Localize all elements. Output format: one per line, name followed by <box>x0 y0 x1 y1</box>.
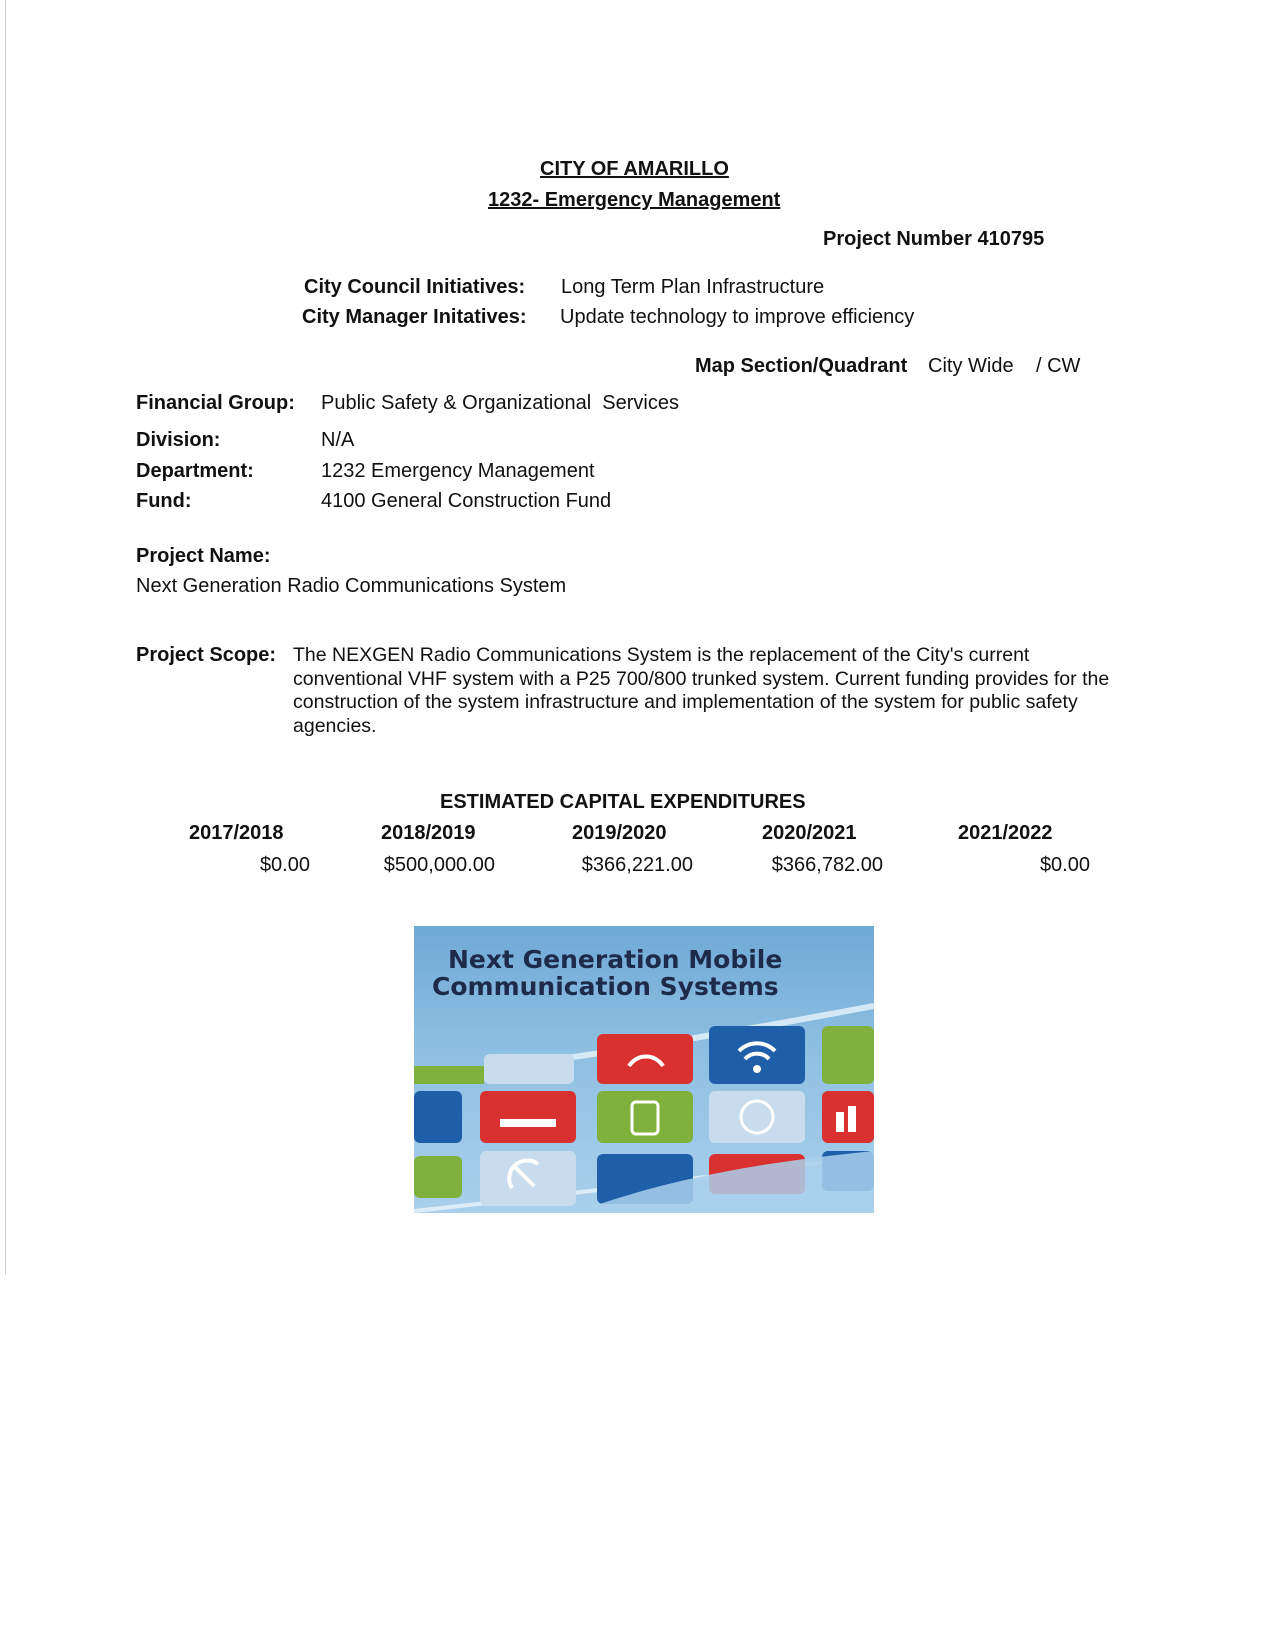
tile-globe <box>709 1091 805 1143</box>
year-header: 2020/2021 <box>762 822 857 844</box>
year-header: 2018/2019 <box>381 822 476 844</box>
graphic-title-line1: Next Generation Mobile <box>448 945 783 974</box>
fund-label: Fund: <box>136 490 192 512</box>
router-icon <box>500 1119 556 1127</box>
tile-signal <box>484 1054 574 1084</box>
project-scope-label: Project Scope: <box>136 644 277 666</box>
project-name-value: Next Generation Radio Communications System <box>136 575 567 597</box>
amount-value: $366,221.00 <box>581 854 693 876</box>
project-name-label: Project Name: <box>136 545 271 567</box>
tile-blue-mid-left <box>414 1091 462 1143</box>
manager-initiatives-value: Update technology to improve efficiency <box>560 306 915 328</box>
tile-broadcast <box>597 1034 693 1084</box>
page-edge-line <box>5 0 6 1275</box>
tile-green-top-left <box>414 1066 484 1084</box>
amount-value: $0.00 <box>1039 854 1090 876</box>
financial-group-value: Public Safety & Organizational Services <box>321 392 679 414</box>
amount-value: $0.00 <box>259 854 310 876</box>
division-value: N/A <box>321 429 355 451</box>
map-section-label: Map Section/Quadrant <box>695 355 908 377</box>
year-header: 2017/2018 <box>189 822 284 844</box>
communication-tiles-illustration <box>414 926 874 1213</box>
project-number-label: Project Number <box>823 228 972 250</box>
city-title: CITY OF AMARILLO <box>540 158 729 180</box>
fund-value: 4100 General Construction Fund <box>321 490 612 512</box>
division-label: Division: <box>136 429 221 451</box>
mobile-communication-graphic <box>414 926 874 1213</box>
project-number <box>823 228 1044 251</box>
year-header: 2021/2022 <box>958 822 1053 844</box>
map-quadrant-value: / CW <box>1036 355 1081 377</box>
tile-green-bottom-left <box>414 1156 462 1198</box>
amount-value: $366,782.00 <box>771 854 883 876</box>
map-section-value: City Wide <box>928 355 1014 377</box>
tile-router <box>480 1091 576 1143</box>
department-title: 1232- Emergency Management <box>488 189 781 211</box>
expenditures-title: ESTIMATED CAPITAL EXPENDITURES <box>440 791 806 813</box>
amount-value: $500,000.00 <box>383 854 495 876</box>
project-scope-text: The NEXGEN Radio Communications System is the replacement of the City's current conventional VHF system with a P25 700/800 trunked system. Current funding provides for the construction of the system infrastructure and implementation of the system for public safety agencies. <box>293 644 1110 737</box>
council-initiatives-label: City Council Initiatives: <box>304 276 526 298</box>
graphic-title-line2: Communication Systems <box>432 972 779 1001</box>
year-header: 2019/2020 <box>572 822 667 844</box>
manager-initiatives-label: City Manager Initatives: <box>302 306 527 328</box>
department-value: 1232 Emergency Management <box>321 460 595 482</box>
project-number-value: 410795 <box>977 228 1045 250</box>
department-label: Department: <box>136 460 254 482</box>
council-initiatives-value: Long Term Plan Infrastructure <box>561 276 825 298</box>
tile-green-top-right <box>822 1026 874 1084</box>
financial-group-label: Financial Group: <box>136 392 295 414</box>
